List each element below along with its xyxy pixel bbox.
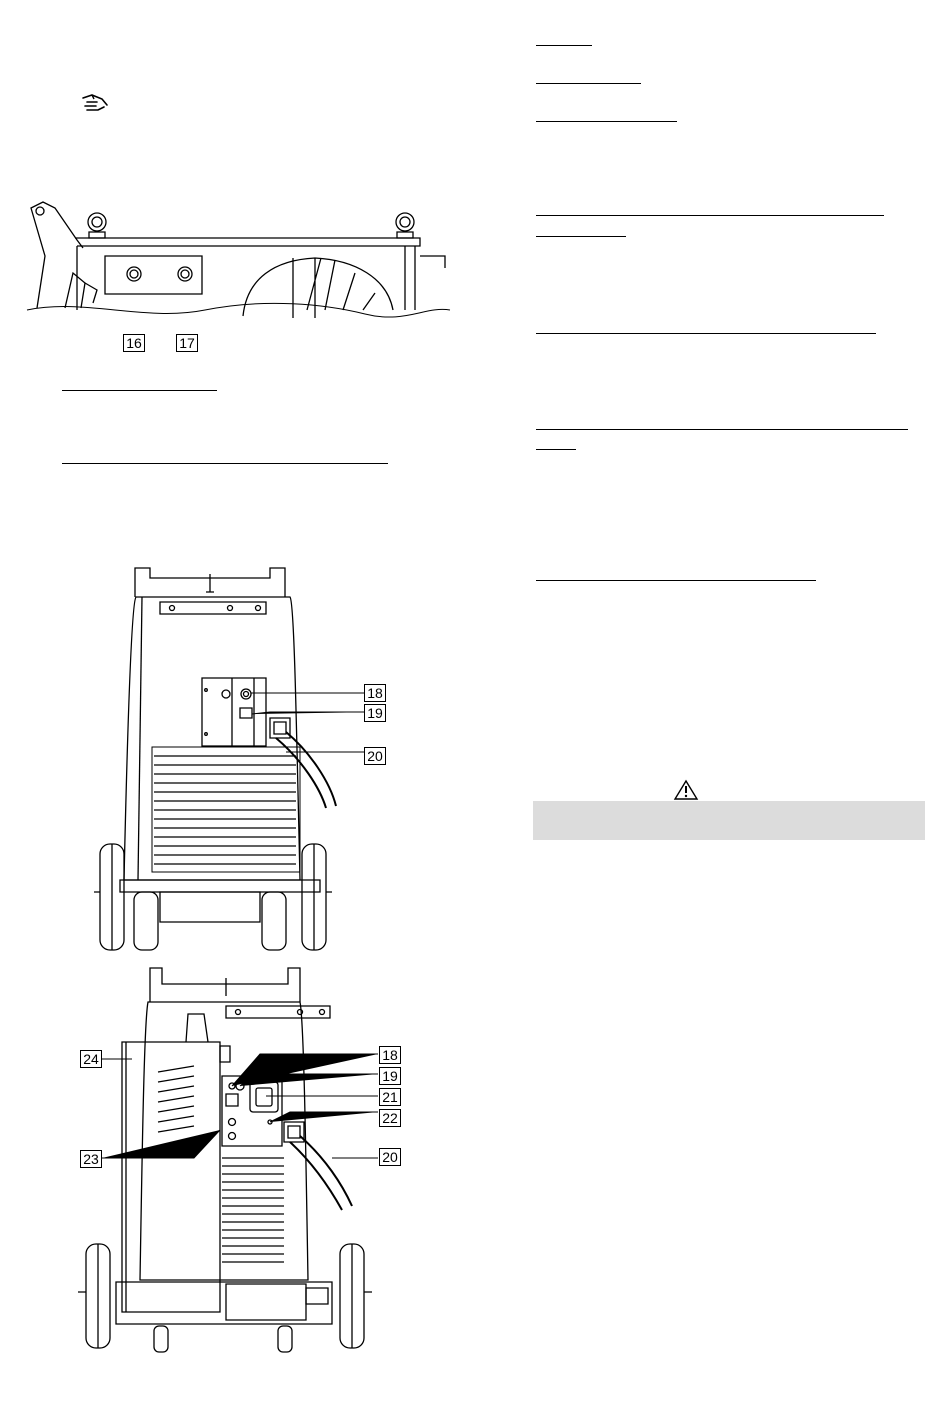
text-line: [536, 83, 641, 84]
text-line: [536, 449, 576, 450]
rear-machine-drawing-2: [70, 962, 390, 1357]
callout-17: 17: [176, 334, 198, 352]
warning-triangle-icon: [674, 780, 698, 800]
text-line: [536, 333, 876, 334]
callout-19: 19: [364, 704, 386, 722]
rear-machine-drawing-1: [90, 562, 350, 952]
text-line: [536, 215, 884, 216]
text-line: [536, 45, 592, 46]
callout-16: 16: [123, 334, 145, 352]
text-line: [536, 236, 626, 237]
hand-note-icon: [80, 92, 110, 116]
top-machine-drawing: [25, 198, 450, 323]
callout-20b: 20: [379, 1148, 401, 1166]
text-line: [536, 429, 908, 430]
callout-18b: 18: [379, 1046, 401, 1064]
text-line: [536, 121, 677, 122]
text-line: [62, 390, 217, 391]
text-line: [62, 463, 388, 464]
callout-21: 21: [379, 1088, 401, 1106]
callout-22: 22: [379, 1109, 401, 1127]
callout-19b: 19: [379, 1067, 401, 1085]
warning-box: [533, 801, 925, 840]
callout-23: 23: [80, 1150, 102, 1168]
callout-20: 20: [364, 747, 386, 765]
callout-24: 24: [80, 1050, 102, 1068]
text-line: [536, 580, 816, 581]
callout-18: 18: [364, 684, 386, 702]
